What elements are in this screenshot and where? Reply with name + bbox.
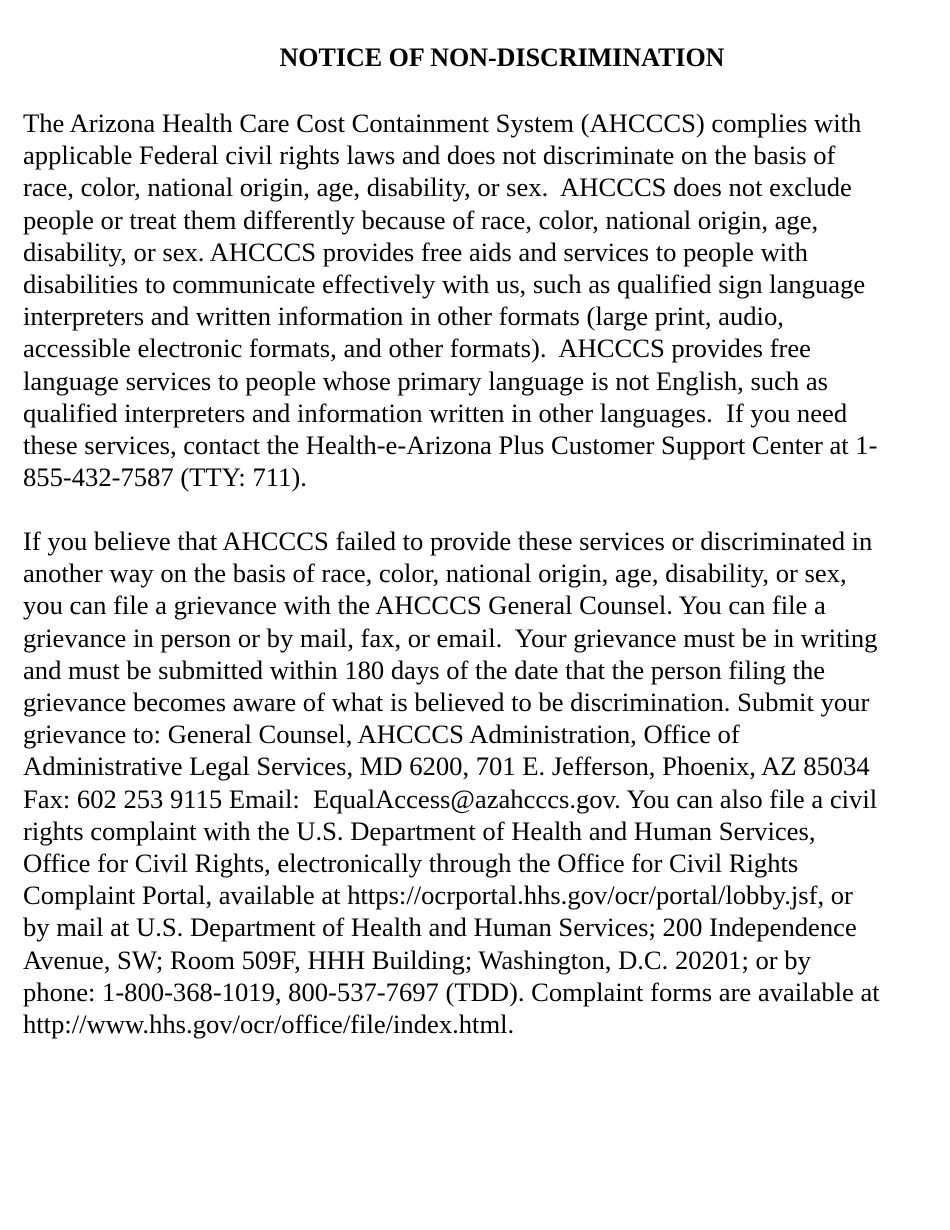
paragraph-line: grievance in person or by mail, fax, or email. Your grievance must be in writing [23,622,878,653]
paragraph-line: If you believe that AHCCCS failed to provide these services or discriminated in [23,526,873,556]
paragraph-line: race, color, national origin, age, disability, or sex. AHCCCS does not exclude [23,172,852,203]
paragraph-line: grievance to: General Counsel, AHCCCS Administration, Office of [23,719,740,750]
paragraph-line: Complaint Portal, available at https://ocrportal.hhs.gov/ocr/portal/lobby.jsf, or [23,880,853,911]
paragraph-line: phone: 1-800-368-1019, 800-537-7697 (TDD). Complaint forms are available at [23,976,880,1007]
paragraph-line: language services to people whose primary language is not English, such as [23,365,828,396]
nondiscrimination-paragraph [23,107,928,493]
paragraph-line: another way on the basis of race, color, national origin, age, disability, or sex, [23,558,847,589]
paragraph-line: interpreters and written information in other formats (large print, audio, [23,301,784,332]
paragraph-line: http://www.hhs.gov/ocr/office/file/index.html. [23,1009,515,1040]
paragraph-line: Office for Civil Rights, electronically through the Office for Civil Rights [23,848,799,879]
paragraph-line: grievance becomes aware of what is believed to be discrimination. Submit your [23,687,870,718]
paragraph-line: disabilities to communicate effectively with us, such as qualified sign language [23,269,866,300]
paragraph-line: these services, contact the Health-e-Arizona Plus Customer Support Center at 1- [23,430,878,461]
grievance-paragraph [23,525,928,1040]
paragraph-line: accessible electronic formats, and other formats). AHCCCS provides free [23,333,811,364]
paragraph-line: 855-432-7587 (TTY: 711). [23,462,307,493]
paragraph-line: and must be submitted within 180 days of the date that the person filing the [23,654,826,685]
document-title: NOTICE OF NON-DISCRIMINATION [279,43,725,72]
paragraph-line: Administrative Legal Services, MD 6200, 701 E. Jefferson, Phoenix, AZ 85034 [23,751,870,782]
paragraph-line: by mail at U.S. Department of Health and Human Services; 200 Independence [23,912,857,943]
paragraph-line: qualified interpreters and information written in other languages. If you need [23,397,848,428]
paragraph-line: The Arizona Health Care Cost Containment System (AHCCCS) complies with [23,108,862,138]
paragraph-line: rights complaint with the U.S. Department of Health and Human Services, [23,815,816,846]
paragraph-line: people or treat them differently because of race, color, national origin, age, [23,204,819,235]
paragraph-line: Avenue, SW; Room 509F, HHH Building; Washington, D.C. 20201; or by [23,944,811,975]
paragraph-line: Fax: 602 253 9115 Email: EqualAccess@azahcccs.gov. You can also file a civil [23,783,878,814]
paragraph-line: disability, or sex. AHCCCS provides free aids and services to people with [23,236,808,267]
paragraph-line: you can file a grievance with the AHCCCS General Counsel. You can file a [23,590,826,621]
paragraph-line: applicable Federal civil rights laws and does not discriminate on the basis of [23,140,836,171]
